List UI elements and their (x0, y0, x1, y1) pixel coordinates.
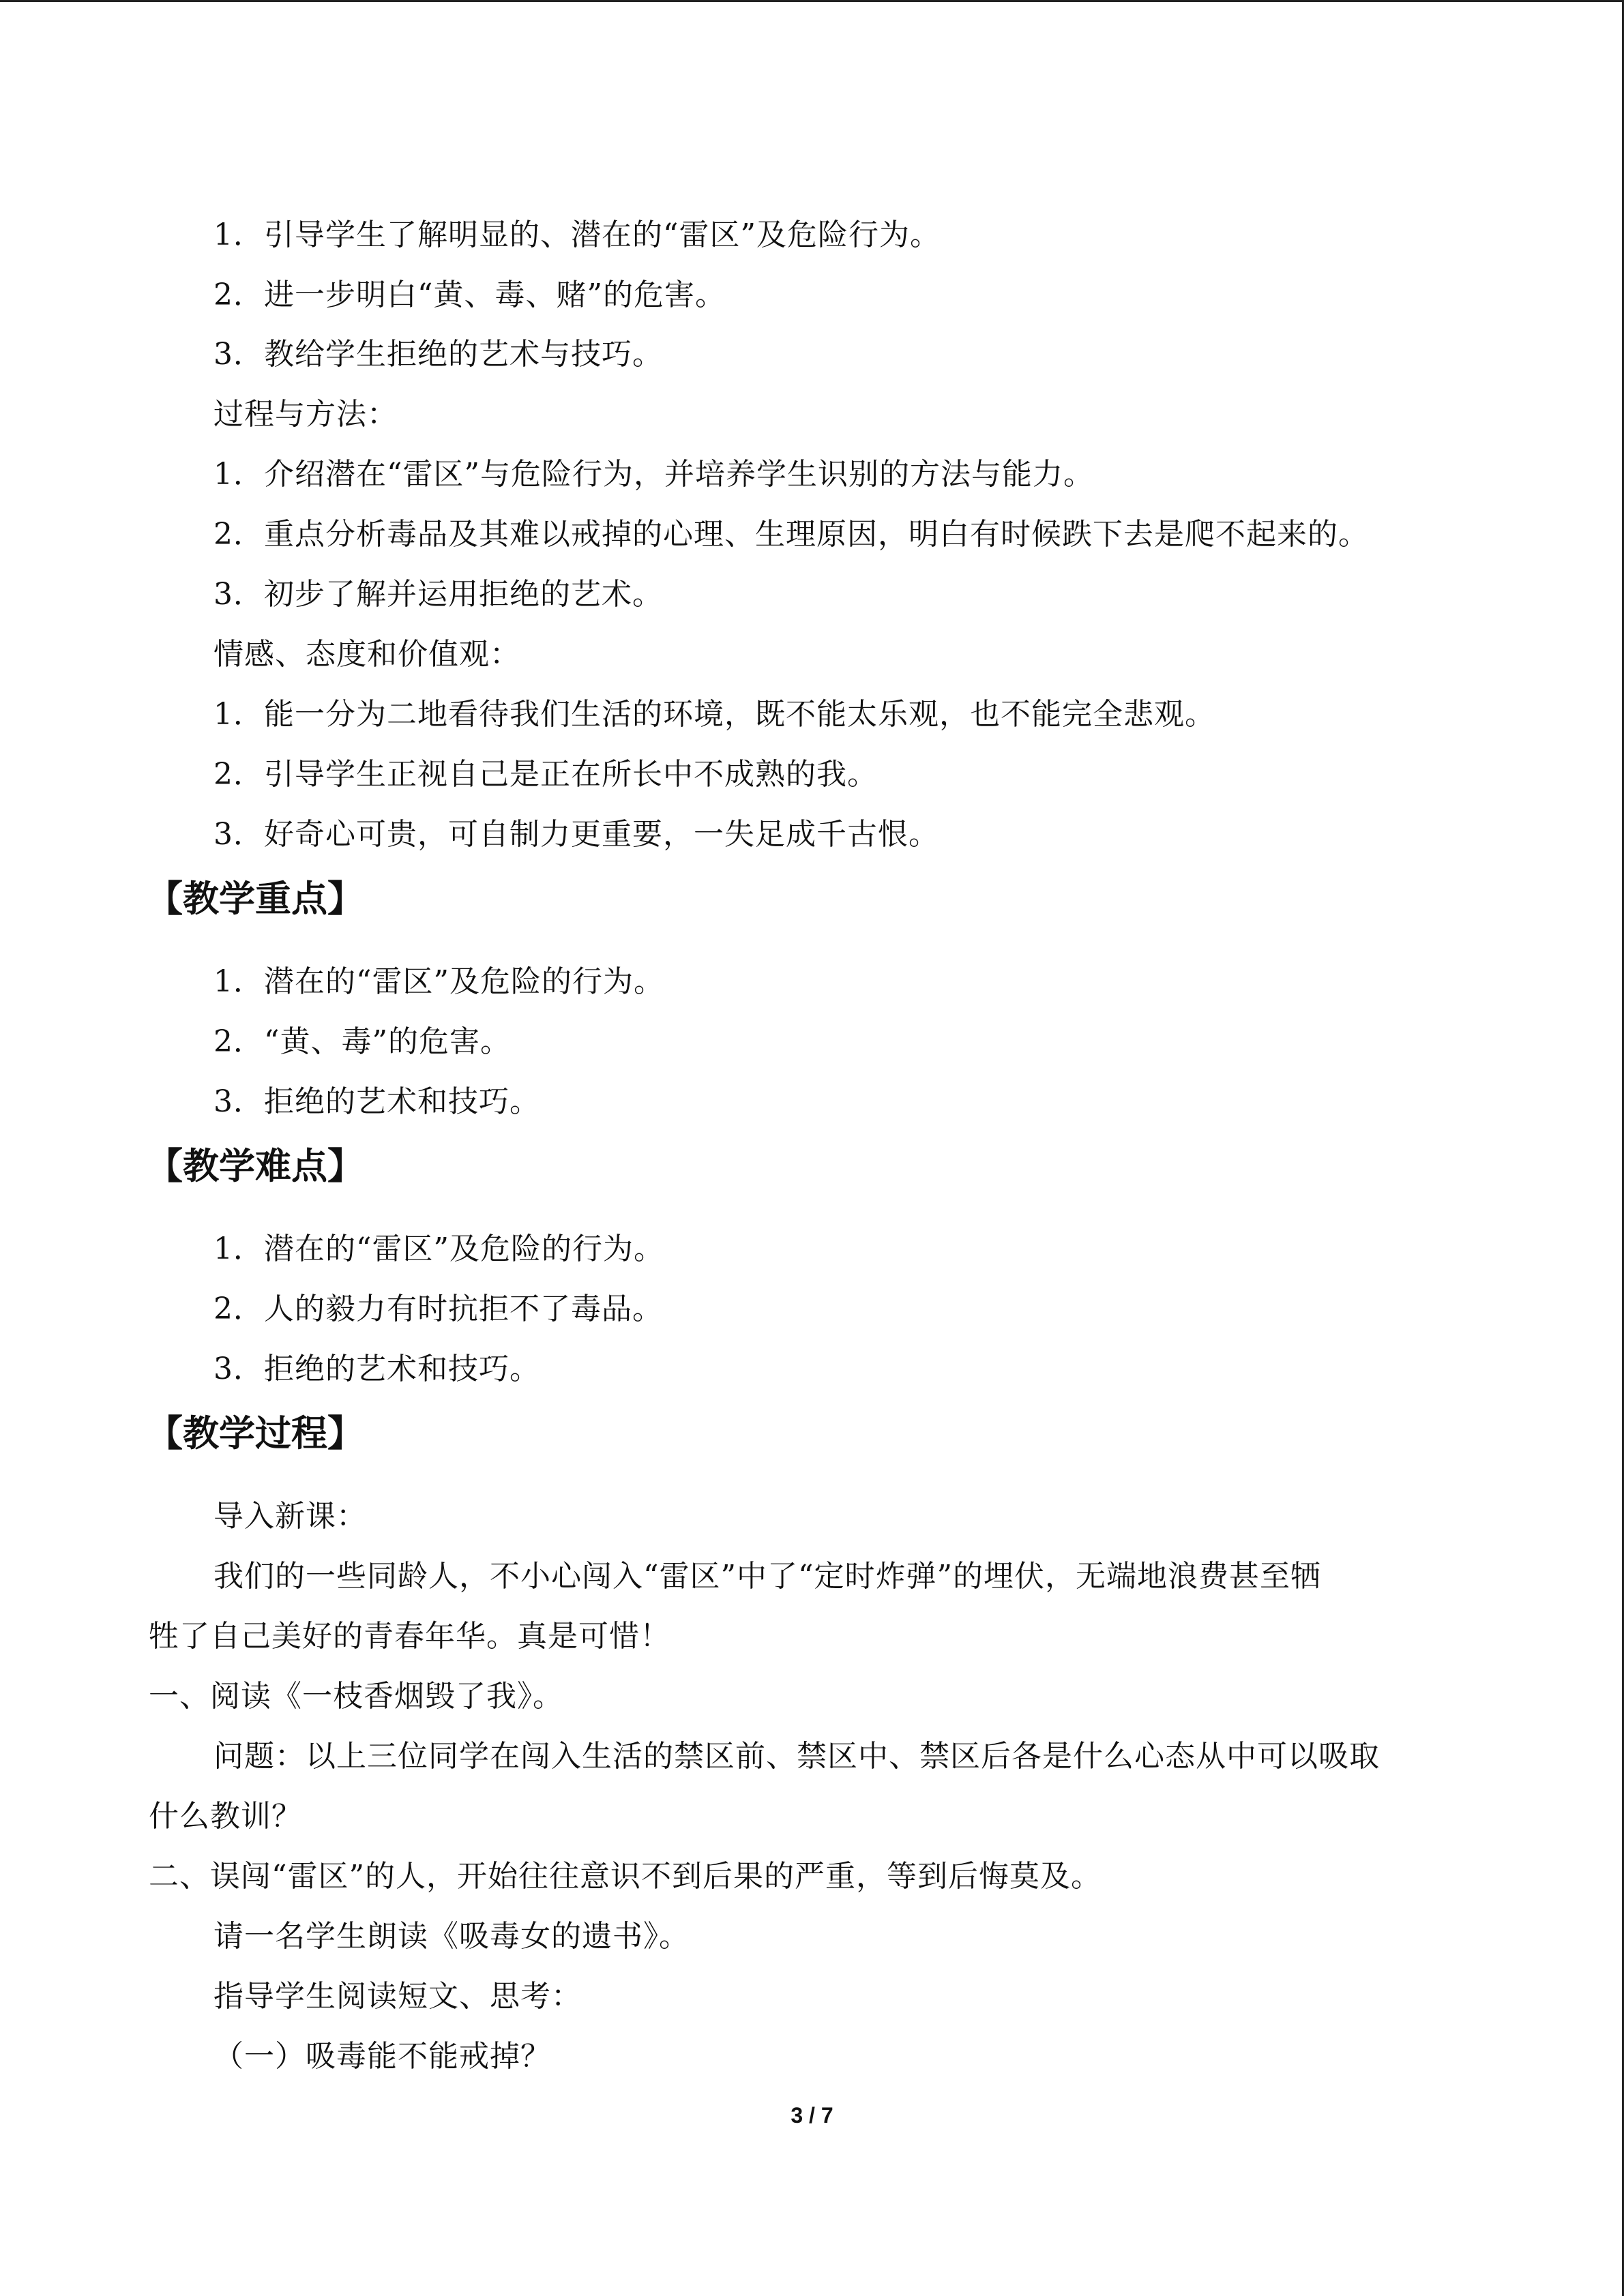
question-line-1: 问题：以上三位同学在闯入生活的禁区前、禁区中、禁区后各是什么心态从中可以吸取 (213, 1739, 1380, 1774)
difficulty-2: 2．人的毅力有时抗拒不了毒品。 (213, 1292, 663, 1326)
objective-process-3: 3．初步了解并运用拒绝的艺术。 (213, 577, 663, 612)
process-method-label: 过程与方法： (213, 397, 398, 432)
guide: 指导学生阅读短文、思考： (213, 1979, 582, 2014)
objective-knowledge-2: 2．进一步明白“黄、毒、赌”的危害。 (213, 278, 726, 312)
section-1: 一、阅读《一枝香烟毁了我》。 (149, 1679, 563, 1714)
intro-text-line-1: 我们的一些同龄人，不小心闯入“雷区”中了“定时炸弹”的埋伏，无端地浪费甚至牺 (213, 1559, 1321, 1594)
intro-text-line-2: 牲了自己美好的青春年华。真是可惜！ (149, 1619, 670, 1654)
objective-emotion-3: 3．好奇心可贵，可自制力更重要，一失足成千古恨。 (213, 817, 939, 852)
objective-emotion-2: 2．引导学生正视自己是正在所长中不成熟的我。 (213, 757, 878, 792)
intro-label: 导入新课： (213, 1499, 367, 1534)
objective-knowledge-1: 1．引导学生了解明显的、潜在的“雷区”及危险行为。 (213, 218, 941, 252)
key-point-1: 1．潜在的“雷区”及危险的行为。 (213, 964, 664, 999)
sub-question-1: （一）吸毒能不能戒掉？ (213, 2039, 551, 2074)
difficulties-heading: 【教学难点】 (147, 1146, 364, 1187)
question-line-2: 什么教训？ (149, 1799, 302, 1834)
key-points-heading: 【教学重点】 (147, 878, 364, 920)
key-point-2: 2．“黄、毒”的危害。 (213, 1024, 511, 1059)
key-point-3: 3．拒绝的艺术和技巧。 (213, 1084, 540, 1119)
objective-knowledge-3: 3．教给学生拒绝的艺术与技巧。 (213, 337, 663, 372)
objective-process-1: 1．介绍潜在“雷区”与危险行为，并培养学生识别的方法与能力。 (213, 457, 1094, 492)
page-indicator: 3 / 7 (791, 2103, 833, 2128)
objective-process-2: 2．重点分析毒品及其难以戒掉的心理、生理原因，明白有时候跌下去是爬不起来的。 (213, 517, 1369, 552)
process-heading: 【教学过程】 (147, 1413, 364, 1455)
difficulty-3: 3．拒绝的艺术和技巧。 (213, 1352, 540, 1386)
emotion-label: 情感、态度和价值观： (213, 637, 520, 672)
difficulty-1: 1．潜在的“雷区”及危险的行为。 (213, 1232, 664, 1266)
section-2: 二、误闯“雷区”的人，开始往往意识不到后果的严重，等到后悔莫及。 (149, 1859, 1102, 1894)
objective-emotion-1: 1．能一分为二地看待我们生活的环境，既不能太乐观，也不能完全悲观。 (213, 697, 1215, 732)
read-aloud: 请一名学生朗读《吸毒女的遗书》。 (213, 1919, 690, 1954)
